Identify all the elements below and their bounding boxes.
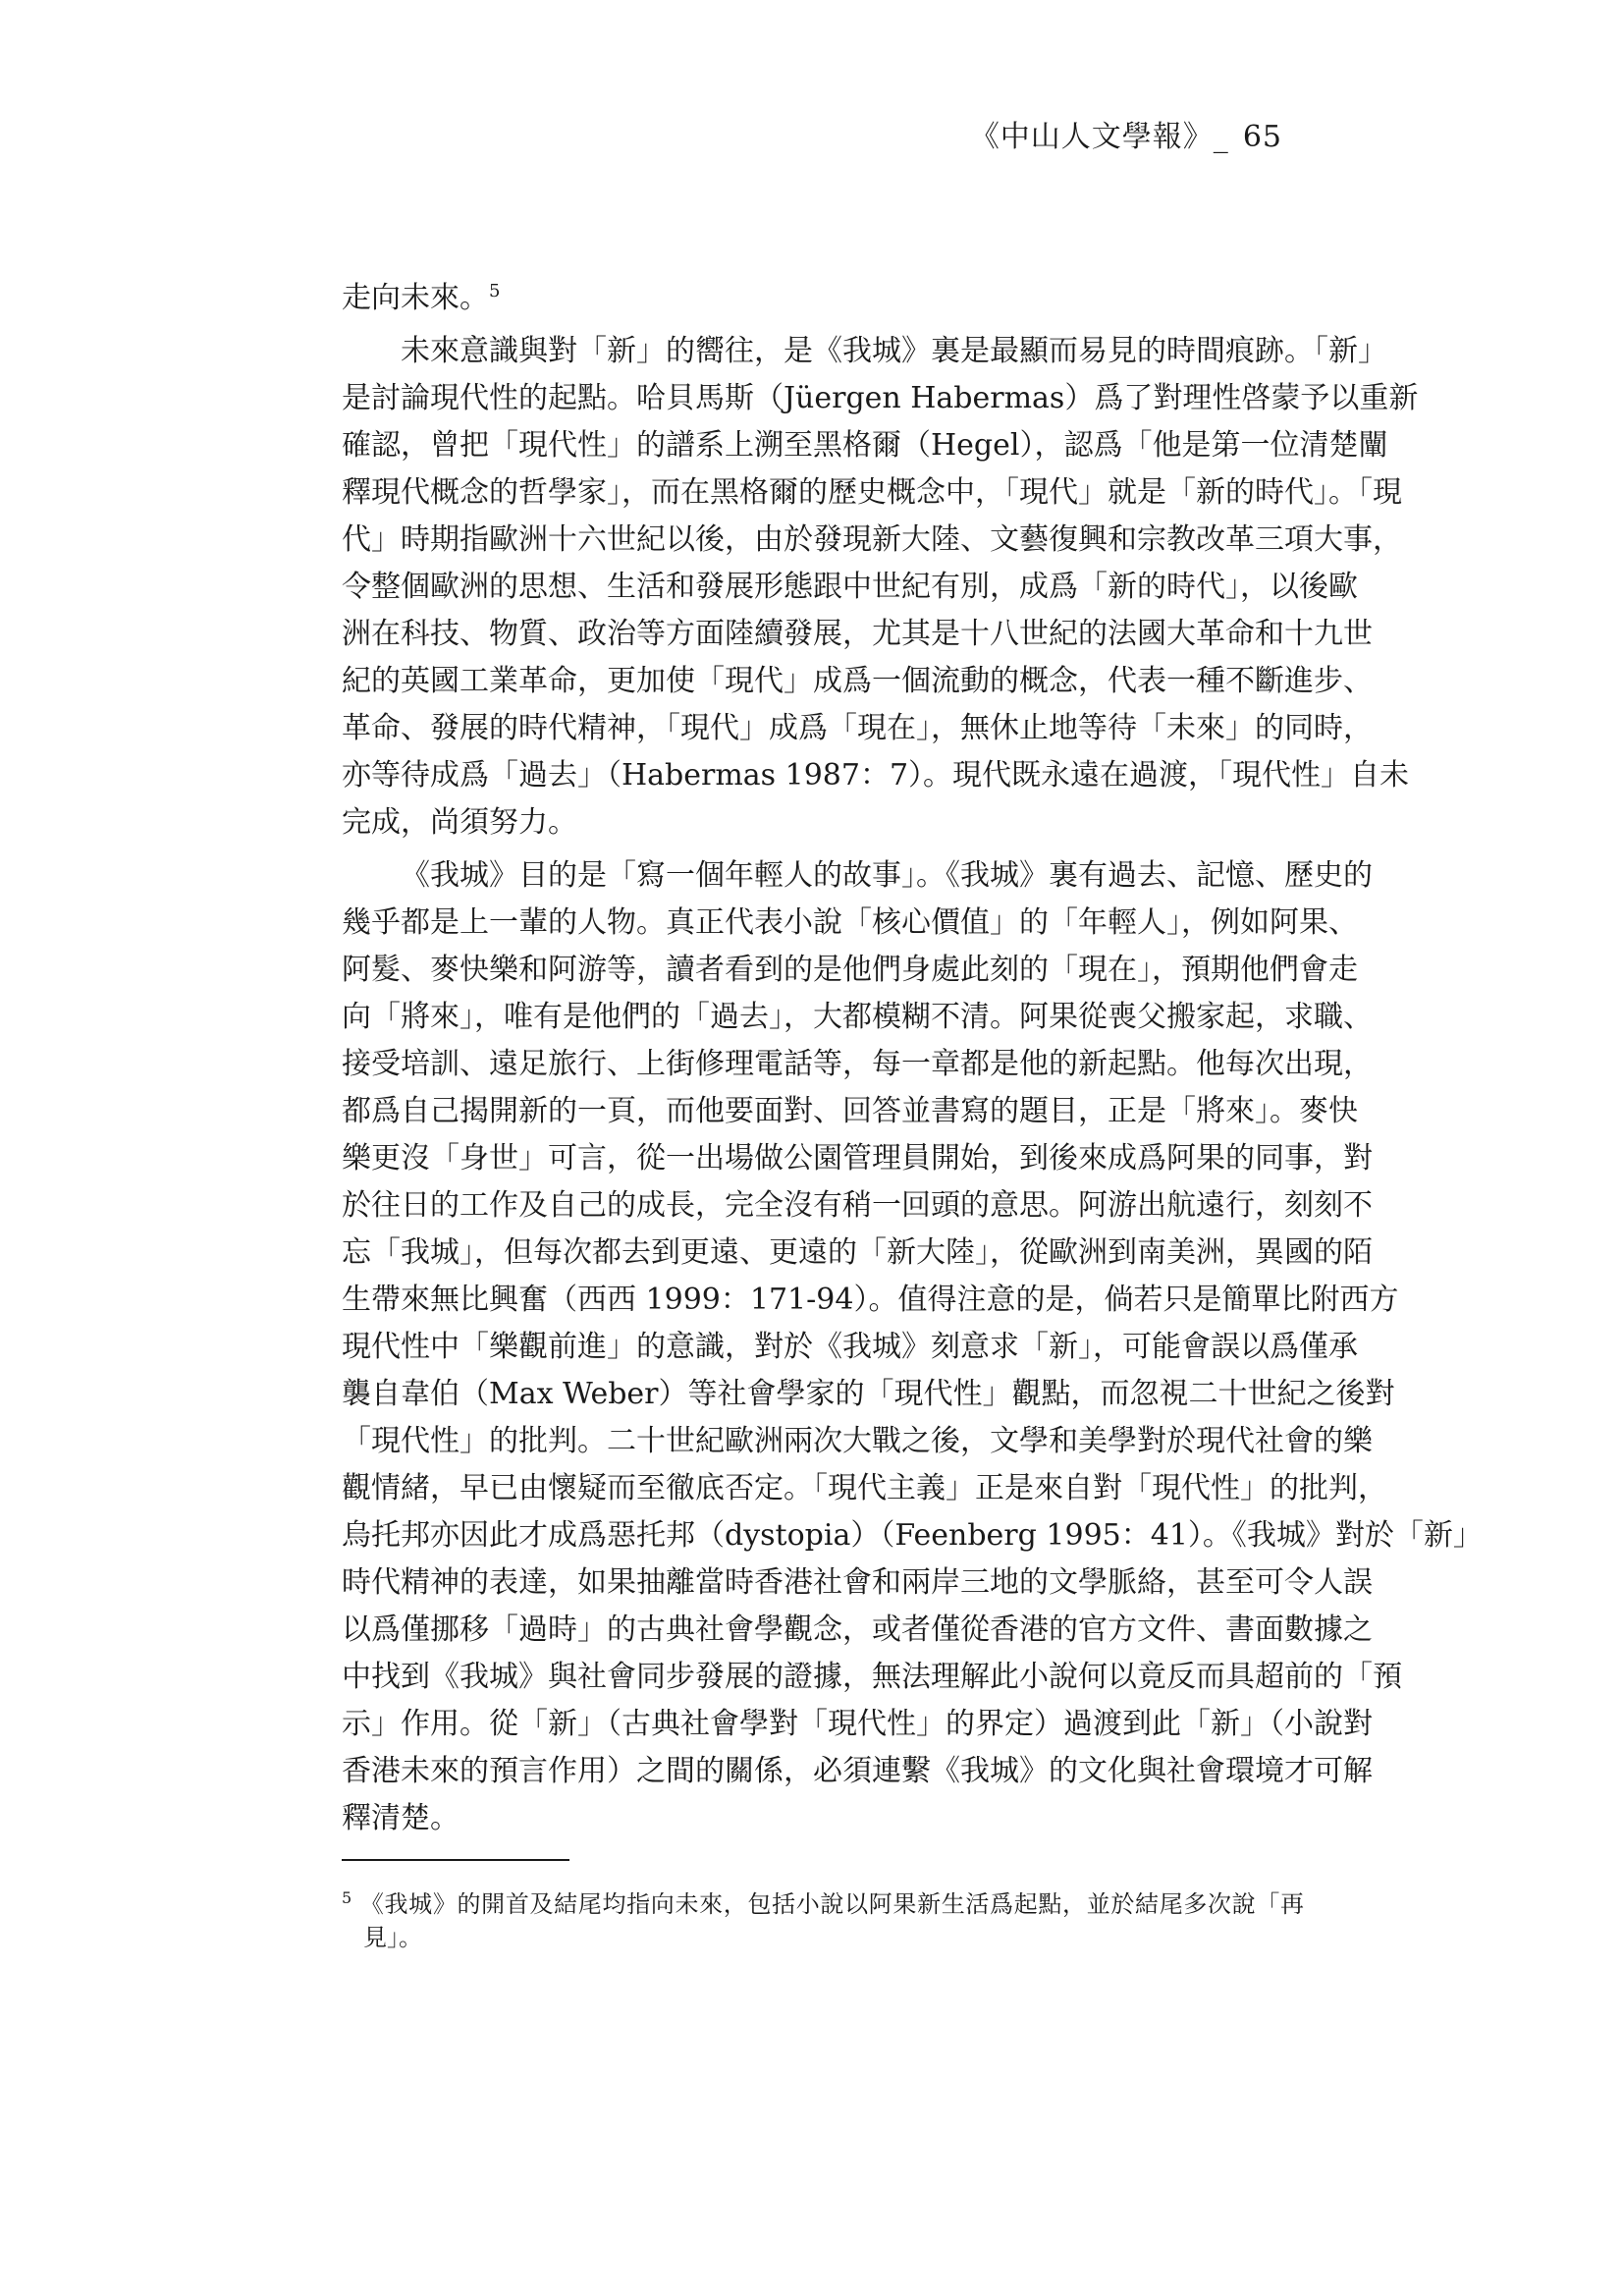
text-line: 接受培訓、遠足旅行、上街修理電話等，每一章都是他的新起點。他每次出現， — [342, 1047, 1373, 1081]
text-line: 示」作用。從「新」（古典社會學對「現代性」的界定）過渡到此「新」（小說對 — [342, 1707, 1373, 1741]
text-line: 紀的英國工業革命，更加使「現代」成爲一個流動的概念，代表一種不斷進步、 — [342, 664, 1373, 698]
footnote-number: 5 — [342, 1888, 352, 1907]
text-line: 完成，尚須努力。 — [342, 805, 577, 840]
text-line: 是討論現代性的起點。哈貝馬斯（Jüergen Habermas）爲了對理性啓蒙予以重新 — [342, 381, 1419, 415]
text-line: 中找到《我城》與社會同步發展的證據，無法理解此小說何以竟反而具超前的「預 — [342, 1660, 1402, 1694]
text-line: 忘「我城」，但每次都去到更遠、更遠的「新大陸」，從歐洲到南美洲，異國的陌 — [342, 1235, 1373, 1270]
text-line: 於往日的工作及自己的成長，完全沒有稍一回頭的意思。阿游出航遠行，刻刻不 — [342, 1188, 1373, 1223]
body-text — [342, 275, 1483, 1848]
text-line: 現代性中「樂觀前進」的意識，對於《我城》刻意求「新」，可能會誤以爲僅承 — [342, 1330, 1358, 1364]
text-line: 釋現代概念的哲學家」，而在黑格爾的歷史概念中，「現代」就是「新的時代」。「現 — [342, 475, 1402, 510]
running-header — [970, 112, 1282, 155]
text-line: 未來意識與對「新」的嚮往，是《我城》裏是最顯而易見的時間痕跡。「新」 — [401, 334, 1387, 368]
text-line: 烏托邦亦因此才成爲惡托邦（dystopia）（Feenberg 1995：41）。《我城》對於「新」 — [342, 1518, 1483, 1553]
text-line: 《我城》目的是「寫一個年輕人的故事」。《我城》裏有過去、記憶、歷史的 — [401, 858, 1373, 893]
footnote-line: $^5$ 《我城》的開首及結尾均指向未來，包括小說以阿果新生活爲起點，並於結尾多次說「再 — [342, 1888, 1304, 1918]
footnote-line: 見」。 — [363, 1924, 422, 1951]
footnote-ref[interactable]: 5 — [489, 281, 501, 301]
text-line: 時代精神的表達，如果抽離當時香港社會和兩岸三地的文學脈絡，甚至可令人誤 — [342, 1565, 1373, 1600]
text-line: 阿髮、麥快樂和阿游等，讀者看到的是他們身處此刻的「現在」，預期他們會走 — [342, 953, 1358, 987]
text-line: 洲在科技、物質、政治等方面陸續發展，尤其是十八世紀的法國大革命和十九世 — [342, 617, 1373, 651]
text-line: 都爲自己揭開新的一頁，而他要面對、回答並書寫的題目，正是「將來」。麥快 — [342, 1094, 1358, 1128]
text-line: 亦等待成爲「過去」（Habermas 1987：7）。現代既永遠在過渡，「現代性」自未 — [342, 758, 1410, 793]
paragraph-1 — [342, 275, 1304, 322]
text-line: 以爲僅挪移「過時」的古典社會學觀念，或者僅從香港的官方文件、書面數據之 — [342, 1613, 1373, 1647]
text-line: 觀情緒，早已由懷疑而至徹底否定。「現代主義」正是來自對「現代性」的批判， — [342, 1471, 1387, 1505]
text-line: 確認，曾把「現代性」的譜系上溯至黑格爾（Hegel），認爲「他是第一位清楚闡 — [342, 428, 1388, 463]
page-number: 65 — [1242, 120, 1282, 154]
text-line: 釋清楚。 — [342, 1801, 460, 1835]
text-line: 「現代性」的批判。二十世紀歐洲兩次大戰之後，文學和美學對於現代社會的樂 — [342, 1424, 1373, 1458]
paragraph-3 — [342, 852, 1483, 1842]
text-line: 香港未來的預言作用）之間的關係，必須連繫《我城》的文化與社會環境才可解 — [342, 1754, 1373, 1788]
text-line: 幾乎都是上一輩的人物。真正代表小說「核心價值」的「年輕人」，例如阿果、 — [342, 905, 1358, 940]
paragraph-2 — [342, 328, 1419, 847]
footnote — [342, 1887, 1304, 1954]
text-line: 代」時期指歐洲十六世紀以後，由於發現新大陸、文藝復興和宗教改革三項大事， — [342, 522, 1402, 557]
journal-title: 《中山人文學報》_ — [969, 120, 1229, 154]
text-line: 向「將來」，唯有是他們的「過去」，大都模糊不清。阿果從喪父搬家起，求職、 — [342, 1000, 1373, 1034]
text-line: 樂更沒「身世」可言，從一出場做公園管理員開始，到後來成爲阿果的同事，對 — [342, 1141, 1373, 1175]
footnote-divider — [342, 1859, 569, 1861]
text-line: 令整個歐洲的思想、生活和發展形態跟中世紀有別，成爲「新的時代」，以後歐 — [342, 570, 1358, 604]
text-line: 走向未來。$^5$ — [342, 281, 501, 315]
text-line: 襲自韋伯（Max Weber）等社會學家的「現代性」觀點，而忽視二十世紀之後對 — [342, 1377, 1395, 1411]
text-line: 生帶來無比興奮（西西 1999：171-94）。值得注意的是，倘若只是簡單比附西方 — [342, 1283, 1399, 1317]
text-line: 革命、發展的時代精神，「現代」成爲「現在」，無休止地等待「未來」的同時， — [342, 711, 1373, 745]
